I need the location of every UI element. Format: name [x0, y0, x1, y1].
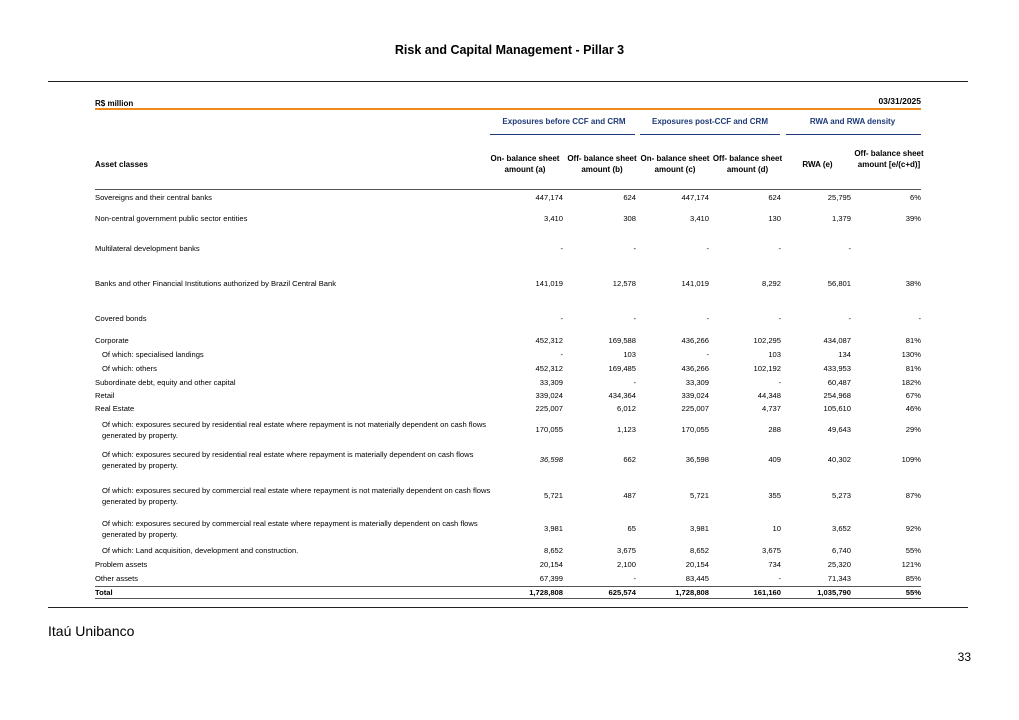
- cell-d: 734: [768, 560, 781, 569]
- column-header-a: On- balance sheet amount (a): [490, 154, 560, 174]
- cell-a: 447,174: [535, 193, 563, 202]
- cell-c: 8,652: [689, 546, 709, 555]
- column-header-asset-classes: Asset classes: [95, 160, 148, 169]
- cell-a: -: [560, 244, 563, 253]
- cell-d: 3,675: [761, 546, 781, 555]
- cell-a: 33,309: [539, 378, 563, 387]
- cell-e: 1,379: [831, 214, 851, 223]
- cell-a: 3,410: [543, 214, 563, 223]
- cell-c: 436,266: [681, 336, 709, 345]
- cell-a: 5,721: [543, 491, 563, 500]
- cell-c: 5,721: [689, 491, 709, 500]
- row-label: Of which: exposures secured by commercial real estate where repayment is materially dependent on cash flows generated by property.: [102, 519, 478, 539]
- cell-d: 44,348: [757, 391, 781, 400]
- cell-f: 46%: [905, 404, 921, 413]
- cell-e: 25,320: [827, 560, 851, 569]
- cell-f: 109%: [901, 455, 921, 464]
- top-divider: [48, 81, 968, 82]
- row-label: Corporate: [95, 336, 129, 345]
- group-underline: [490, 134, 635, 135]
- row-label: Of which: Land acquisition, development and construction.: [102, 546, 299, 555]
- cell-e: 3,652: [831, 524, 851, 533]
- cell-f: 81%: [905, 336, 921, 345]
- bottom-divider: [48, 607, 968, 608]
- row-label: Total: [95, 588, 113, 597]
- row-label: Of which: exposures secured by residential real estate where repayment is materially dependent on cash flows generated by property.: [102, 450, 474, 470]
- reference-date: 03/31/2025: [878, 96, 921, 106]
- cell-a: 1,728,808: [529, 588, 563, 597]
- cell-c: 20,154: [685, 560, 709, 569]
- cell-b: 6,012: [616, 404, 636, 413]
- cell-b: -: [633, 378, 636, 387]
- row-label: Of which: specialised landings: [102, 350, 204, 359]
- cell-e: 105,610: [823, 404, 851, 413]
- group-header-post-ccf: Exposures post-CCF and CRM: [651, 117, 768, 126]
- cell-a: 36,598: [539, 455, 563, 464]
- page-title: Risk and Capital Management - Pillar 3: [394, 43, 625, 57]
- row-label: Real Estate: [95, 404, 135, 413]
- cell-b: 169,588: [608, 336, 636, 345]
- header-divider: [95, 189, 921, 190]
- column-header-c: On- balance sheet amount (c): [640, 154, 710, 174]
- cell-a: 141,019: [535, 279, 563, 288]
- cell-f: 87%: [905, 491, 921, 500]
- cell-f: 6%: [910, 193, 921, 202]
- column-header-d: Off- balance sheet amount (d): [712, 154, 783, 174]
- cell-d: 103: [768, 350, 781, 359]
- cell-c: -: [706, 314, 709, 323]
- cell-d: 130: [768, 214, 781, 223]
- cell-c: -: [706, 350, 709, 359]
- cell-b: 65: [627, 524, 636, 533]
- cell-e: 433,953: [823, 364, 851, 373]
- cell-d: 161,160: [753, 588, 781, 597]
- cell-a: 170,055: [535, 425, 563, 434]
- cell-f: 67%: [905, 391, 921, 400]
- cell-d: 102,295: [753, 336, 781, 345]
- row-label: Subordinate debt, equity and other capital: [95, 378, 236, 387]
- cell-e: 71,343: [827, 574, 851, 583]
- cell-b: 103: [623, 350, 636, 359]
- cell-e: 434,087: [823, 336, 851, 345]
- group-header-before-ccf: Exposures before CCF and CRM: [502, 117, 626, 126]
- cell-a: 225,007: [535, 404, 563, 413]
- cell-f: 92%: [905, 524, 921, 533]
- cell-f: 29%: [905, 425, 921, 434]
- cell-b: 308: [623, 214, 636, 223]
- row-label: Sovereigns and their central banks: [95, 193, 212, 202]
- cell-d: -: [778, 574, 781, 583]
- cell-a: 8,652: [543, 546, 563, 555]
- cell-b: -: [633, 244, 636, 253]
- cell-f: 182%: [901, 378, 921, 387]
- cell-e: 40,302: [827, 455, 851, 464]
- cell-c: 225,007: [681, 404, 709, 413]
- cell-f: 130%: [901, 350, 921, 359]
- cell-e: 1,035,790: [817, 588, 851, 597]
- cell-c: 170,055: [681, 425, 709, 434]
- total-top-rule: [95, 586, 921, 587]
- unit-label: R$ million: [95, 99, 134, 108]
- cell-f: 39%: [905, 214, 921, 223]
- cell-b: 1,123: [616, 425, 636, 434]
- row-label: Covered bonds: [95, 314, 147, 323]
- row-label: Problem assets: [95, 560, 148, 569]
- cell-d: 409: [768, 455, 781, 464]
- row-label: Retail: [95, 391, 115, 400]
- cell-d: 8,292: [761, 279, 781, 288]
- cell-d: -: [778, 244, 781, 253]
- row-label: Multilateral development banks: [95, 244, 200, 253]
- page-number: 33: [957, 650, 971, 664]
- row-label: Of which: exposures secured by commercial real estate where repayment is not materially dependent on cash flows generated by property.: [102, 486, 491, 506]
- cell-c: 339,024: [681, 391, 709, 400]
- cell-b: 2,100: [616, 560, 636, 569]
- cell-f: 121%: [901, 560, 921, 569]
- total-bottom-rule: [95, 598, 921, 599]
- cell-a: -: [560, 350, 563, 359]
- company-name: Itaú Unibanco: [48, 623, 135, 639]
- cell-b: 625,574: [608, 588, 636, 597]
- cell-d: 4,737: [761, 404, 781, 413]
- cell-d: -: [778, 378, 781, 387]
- cell-a: 339,024: [535, 391, 563, 400]
- column-header-f: Off- balance sheet amount [e/(c+d)]: [854, 149, 924, 169]
- cell-b: -: [633, 314, 636, 323]
- cell-d: 355: [768, 491, 781, 500]
- cell-d: 102,192: [753, 364, 781, 373]
- cell-e: 56,801: [827, 279, 851, 288]
- cell-c: -: [706, 244, 709, 253]
- cell-c: 33,309: [685, 378, 709, 387]
- cell-a: 67,399: [539, 574, 563, 583]
- cell-e: -: [848, 244, 851, 253]
- cell-f: 81%: [905, 364, 921, 373]
- cell-b: 662: [623, 455, 636, 464]
- cell-f: 38%: [905, 279, 921, 288]
- column-header-e: RWA (e): [802, 160, 833, 169]
- cell-d: 624: [768, 193, 781, 202]
- cell-a: 3,981: [543, 524, 563, 533]
- cell-b: 487: [623, 491, 636, 500]
- cell-f: 85%: [905, 574, 921, 583]
- group-header-rwa: RWA and RWA density: [809, 117, 896, 126]
- cell-c: 83,445: [685, 574, 709, 583]
- cell-b: 624: [623, 193, 636, 202]
- cell-c: 1,728,808: [675, 588, 709, 597]
- cell-a: 20,154: [539, 560, 563, 569]
- cell-b: 12,578: [612, 279, 636, 288]
- cell-c: 447,174: [681, 193, 709, 202]
- row-label: Of which: others: [102, 364, 157, 373]
- column-header-b: Off- balance sheet amount (b): [567, 154, 637, 174]
- row-label: Banks and other Financial Institutions authorized by Brazil Central Bank: [95, 279, 337, 288]
- cell-d: -: [778, 314, 781, 323]
- row-label: Other assets: [95, 574, 139, 583]
- cell-c: 3,410: [689, 214, 709, 223]
- cell-a: -: [560, 314, 563, 323]
- cell-b: 434,364: [608, 391, 636, 400]
- cell-e: 5,273: [831, 491, 851, 500]
- group-underline: [640, 134, 780, 135]
- cell-c: 36,598: [685, 455, 709, 464]
- cell-e: 134: [838, 350, 851, 359]
- cell-a: 452,312: [535, 364, 563, 373]
- header-accent-line: [95, 108, 921, 110]
- cell-c: 436,266: [681, 364, 709, 373]
- cell-d: 288: [768, 425, 781, 434]
- cell-b: 169,485: [608, 364, 636, 373]
- row-label: Non-central government public sector entities: [95, 214, 248, 223]
- cell-e: -: [848, 314, 851, 323]
- cell-f: 55%: [905, 588, 921, 597]
- group-underline: [786, 134, 921, 135]
- cell-f: -: [918, 314, 921, 323]
- cell-e: 254,968: [823, 391, 851, 400]
- cell-a: 452,312: [535, 336, 563, 345]
- cell-c: 3,981: [689, 524, 709, 533]
- cell-e: 25,795: [827, 193, 851, 202]
- cell-c: 141,019: [681, 279, 709, 288]
- cell-e: 6,740: [831, 546, 851, 555]
- cell-e: 60,487: [827, 378, 851, 387]
- cell-f: 55%: [905, 546, 921, 555]
- cell-e: 49,643: [827, 425, 851, 434]
- cell-b: 3,675: [616, 546, 636, 555]
- cell-d: 10: [772, 524, 781, 533]
- row-label: Of which: exposures secured by residential real estate where repayment is not materially dependent on cash flows generated by property.: [102, 420, 487, 440]
- cell-b: -: [633, 574, 636, 583]
